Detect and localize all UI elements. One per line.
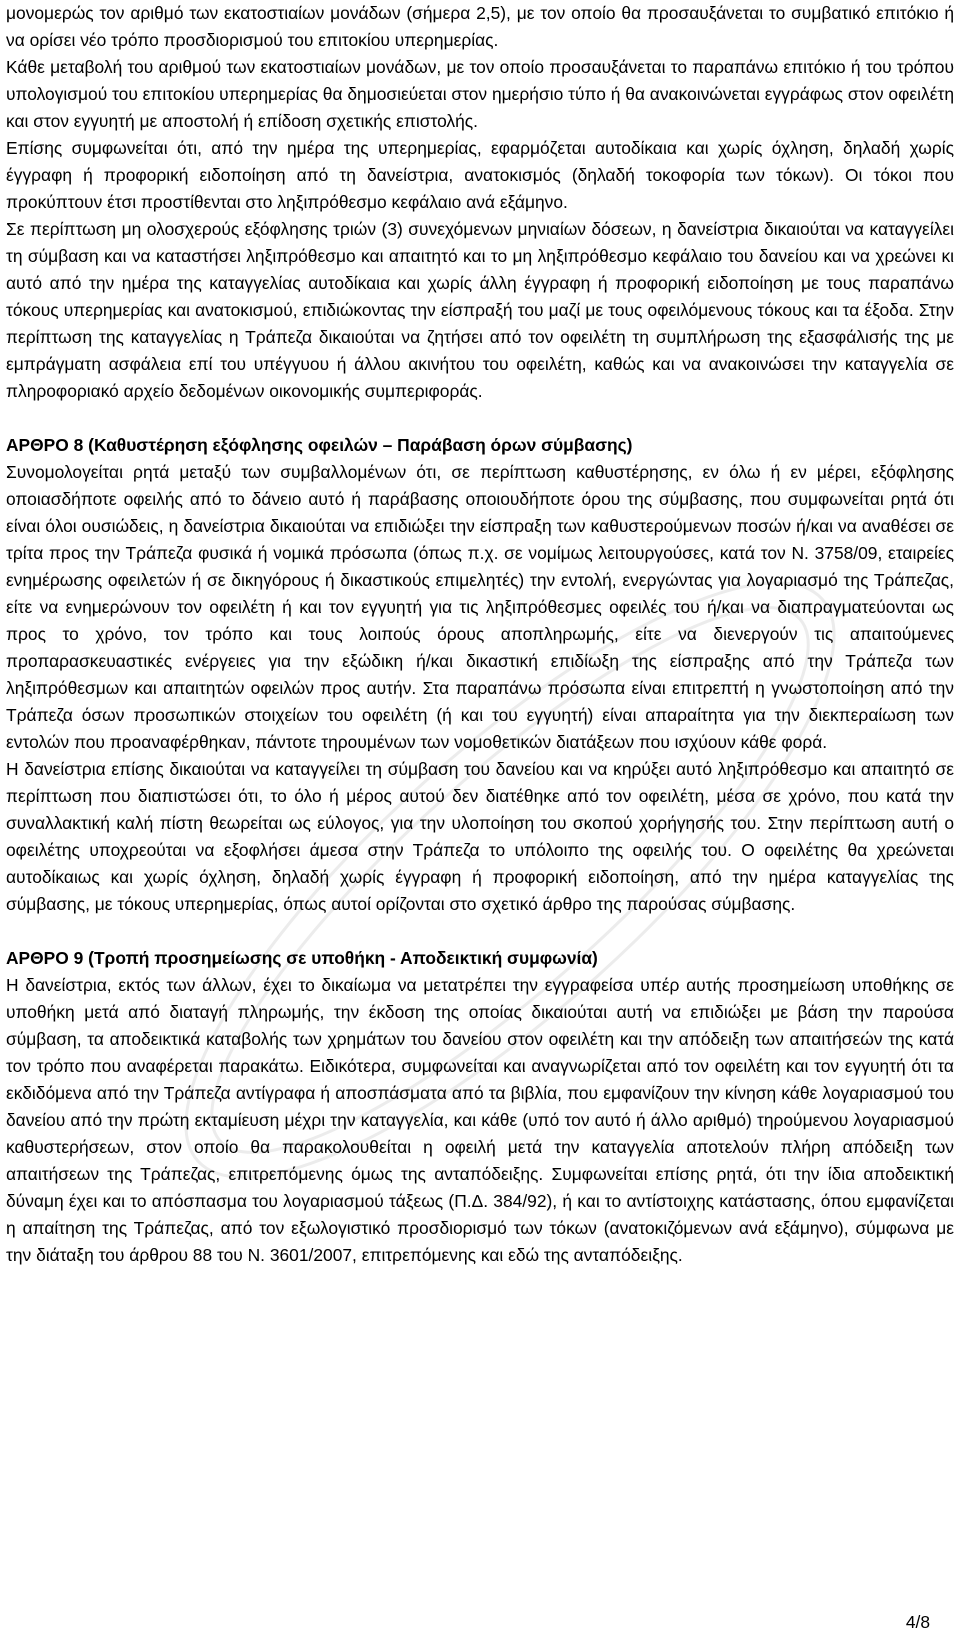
paragraph: Επίσης συμφωνείται ότι, από την ημέρα της υπερημερίας, εφαρμόζεται αυτοδίκαια και χωρίς όχληση, δηλαδή χωρίς έγγραφη ή προφορική ειδοποίηση από τη δανείστρια, ανατοκισμός (δηλαδή τοκοφορία των τόκων). Οι τόκοι που προκύπτουν έτσι προστίθενται στο ληξιπρόθεσμο κεφάλαιο ανά εξάμηνο. — [6, 138, 954, 212]
paragraph: Συνομολογείται ρητά μεταξύ των συμβαλλομένων ότι, σε περίπτωση καθυστέρησης, εν όλω ή εν μέρει, εξόφλησης οποιασδήποτε οφειλής από το δάνειο αυτό ή παράβασης οποιουδήποτε όρου της σύμβασης, που συμφωνείται ρητά ότι είναι όλοι ουσιώδεις, η δανείστρια δικαιούται να επιδιώξει την είσπραξη των καθυστερούμενων ποσών ή/και να αναθέσει σε τρίτα προς την Τράπεζα φυσικά ή νομικά πρόσωπα (όπως π.χ. σε νομίμως λειτουργούσες, κατά τον Ν. 3758/09, εταιρείες ενημέρωσης οφειλετών ή σε δικηγόρους ή δικαστικούς επιμελητές) την εντολή, ενεργώντας για λογαριασμό της Τράπεζας, είτε να ενημερώνουν τον οφειλέτη ή και τον εγγυητή για τις ληξιπρόθεσμες οφειλές του ή/και να διαπραγματεύονται ως προς το χρόνο, τον τρόπο και τους λοιπούς όρους αποπληρωμής, είτε να διενεργούν τις απαιτούμενες προπαρασκευαστικές ενέργειες για την εξώδικη ή/και δικαστική επιδίωξη της είσπραξης από την Τράπεζα των ληξιπρόθεσμων και απαιτητών οφειλών προς αυτήν. Στα παραπάνω πρόσωπα είναι επιτρεπτή η γνωστοποίηση από την Τράπεζα όσων προσωπικών στοιχείων του οφειλέτη (ή και του εγγυητή) είναι απαραίτητα για την διεκπεραίωση των εντολών που προαναφέρθηκαν, πάντοτε τηρουμένων των νομοθετικών διατάξεων που ισχύουν κάθε φορά. — [6, 462, 954, 752]
article-9-heading: ΑΡΘΡΟ 9 (Τροπή προσημείωσης σε υποθήκη - Αποδεικτική συμφωνία) — [6, 948, 598, 968]
page-number: 4/8 — [905, 1612, 930, 1632]
paragraph: Η δανείστρια, εκτός των άλλων, έχει το δικαίωμα να μετατρέπει την εγγραφείσα υπέρ αυτής προσημείωση υποθήκης σε υποθήκη μετά από διαταγή πληρωμής, την έκδοση της οποίας δικαιούται αυτή να επιδιώξει με βάση την παρούσα σύμβαση, τα αποδεικτικά καταβολής των χρημάτων του δανείου στον οφειλέτη και την απόδειξη των απαιτήσεών της κατά τον τρόπο που αναφέρεται παρακάτω. Ειδικότερα, συμφωνείται και αναγνωρίζεται από τον οφειλέτη και τον εγγυητή ότι τα εκδιδόμενα από την Τράπεζα αντίγραφα ή αποσπάσματα από τα βιβλία, που εμφανίζουν την κίνηση κάθε λογαριασμού του δανείου από την πρώτη εκταμίευση μέχρι την καταγγελία, και κάθε (υπό τον αυτό ή άλλο αριθμό) τηρούμενου λογαριασμού καθυστερήσεων, στον οποίο θα παρακολουθείται η οφειλή μετά την καταγγελία αποτελούν πλήρη απόδειξη των απαιτήσεων της Τράπεζας, επιτρεπόμενης όμως της ανταπόδειξης. Συμφωνείται επίσης ρητά, ότι την ίδια αποδεικτική δύναμη έχει και το απόσπασμα του λογαριασμού τάξεως (Π.Δ. 384/92), ή και το αντίστοιχης κατάστασης, όπου εμφανίζεται η απαίτηση της Τράπεζας, από τον εξωλογιστικό προσδιορισμό των τόκων (ανατοκιζόμενων ανά εξάμηνο), σύμφωνα με την διάταξη του άρθρου 88 του Ν. 3601/2007, επιτρεπόμενης και εδώ της ανταπόδειξης. — [6, 975, 954, 1265]
paragraph: Κάθε μεταβολή του αριθμού των εκατοστιαίων μονάδων, με τον οποίο προσαυξάνεται το παραπάνω επιτόκιο ή του τρόπου υπολογισμού του επιτοκίου υπερημερίας θα δημοσιεύεται στον ημερήσιο τύπο ή θα ανακοινώνεται εγγράφως στον οφειλέτη και στον εγγυητή με αποστολή ή επίδοση σχετικής επιστολής. — [6, 57, 954, 131]
paragraph: Σε περίπτωση μη ολοσχερούς εξόφλησης τριών (3) συνεχόμενων μηνιαίων δόσεων, η δανείστρια δικαιούται να καταγγείλει τη σύμβαση και να καταστήσει ληξιπρόθεσμο και απαιτητό και το μη ληξιπρόθεσμο κεφάλαιο του δανείου και να χρεώνει κι αυτό από την ημέρα της καταγγελίας αυτοδίκαια και χωρίς άλλη έγγραφη ή προφορική ειδοποίηση με τους παραπάνω τόκους υπερημερίας και ανατοκισμού, επιδιώκοντας την είσπραξή του μαζί με τους οφειλόμενους τόκους και τα έξοδα. Στην περίπτωση της καταγγελίας η Τράπεζα δικαιούται να ζητήσει από τον οφειλέτη τη συμπλήρωση της εξασφάλισής της με εμπράγματη ασφάλεια επί του υπέγγυου ή άλλου ακινήτου του οφειλέτη, καθώς και να ανακοινώσει την καταγγελία σε πληροφοριακό αρχείο δεδομένων οικονομικής συμπεριφοράς. — [6, 219, 954, 401]
article-8-heading: ΑΡΘΡΟ 8 (Καθυστέρηση εξόφλησης οφειλών – Παράβαση όρων σύμβασης) — [6, 435, 633, 455]
paragraph: μονομερώς τον αριθμό των εκατοστιαίων μονάδων (σήμερα 2,5), με τον οποίο θα προσαυξάνεται το συμβατικό επιτόκιο ή να ορίσει νέο τρόπο προσδιορισμού του επιτοκίου υπερημερίας. — [6, 3, 954, 50]
document-body — [6, 0, 954, 1269]
paragraph: Η δανείστρια επίσης δικαιούται να καταγγείλει τη σύμβαση του δανείου και να κηρύξει αυτό ληξιπρόθεσμο και απαιτητό σε περίπτωση που διαπιστώσει ότι, το όλο ή μέρος αυτού δεν διατέθηκε από τον οφειλέτη, μέσα σε χρόνο, που κατά την συναλλακτική καλή πίστη θεωρείται ως εύλογος, για την υλοποίηση του σκοπού χορήγησής του. Στην περίπτωση αυτή ο οφειλέτης υποχρεούται να εξοφλήσει άμεσα στην Τράπεζα το υπόλοιπο της οφειλής του. Ο οφειλέτης θα χρεώνεται αυτοδίκαιως και χωρίς όχληση, δηλαδή χωρίς έγγραφη ή προφορική ειδοποίηση, από την ημέρα καταγγελίας της σύμβασης, με τόκους υπερημερίας, όπως αυτοί ορίζονται στο σχετικό άρθρο της παρούσας σύμβασης. — [6, 759, 954, 914]
